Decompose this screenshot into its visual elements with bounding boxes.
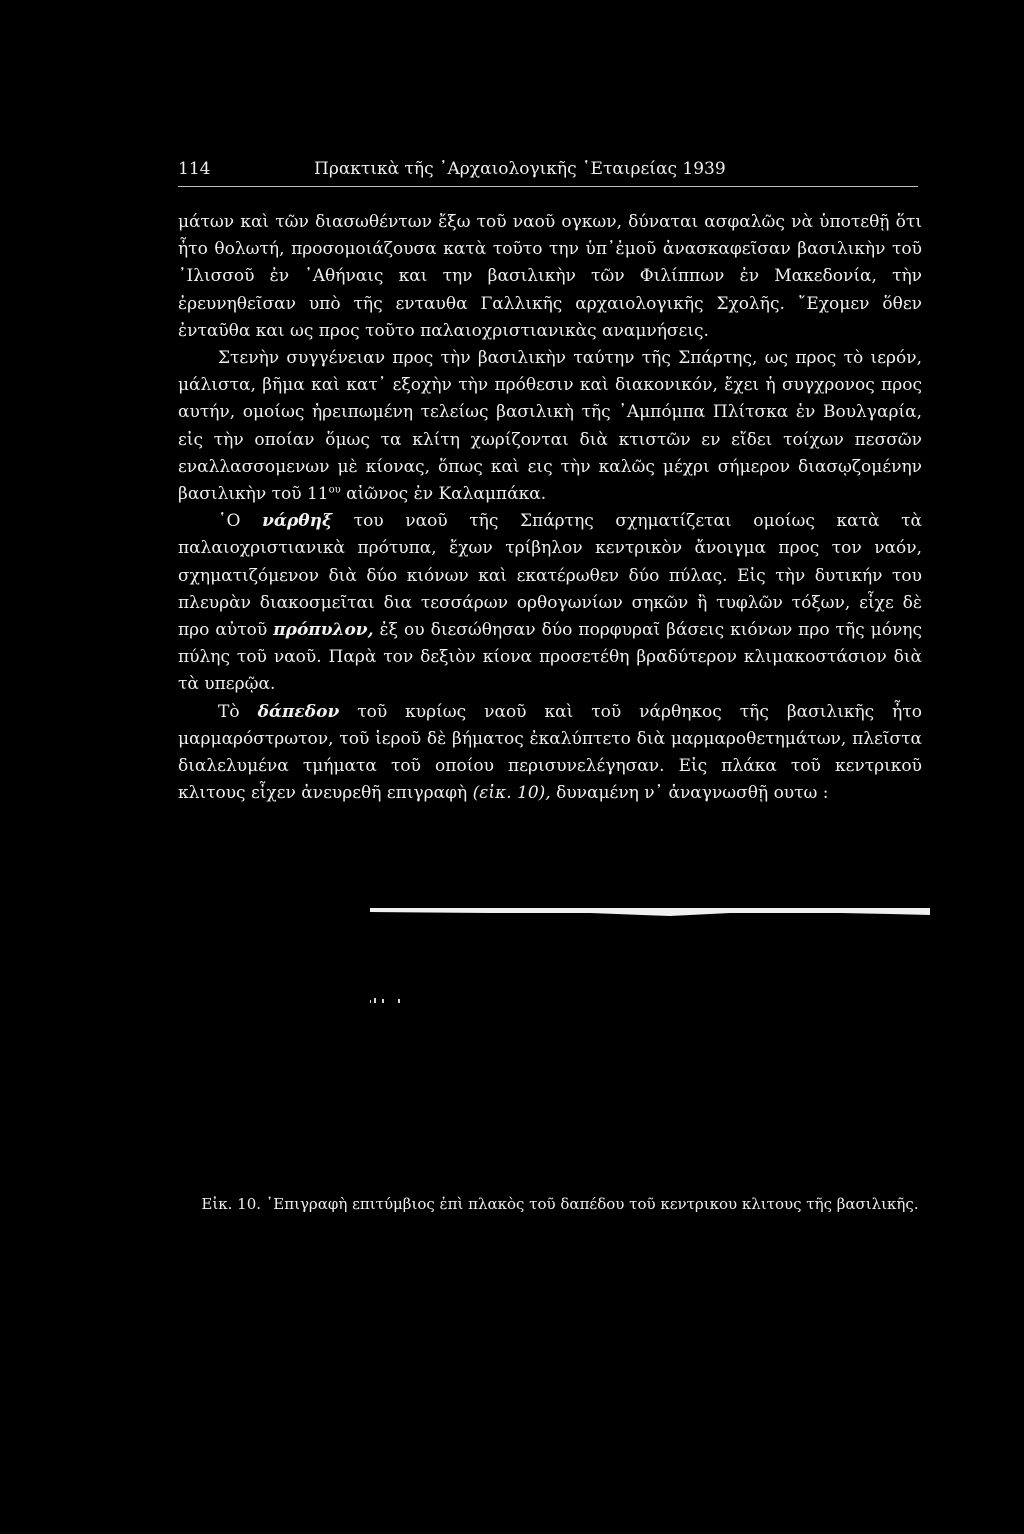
paragraph-3-middle: του ναοῦ τῆς Σπάρτης σχηματίζεται ομοίως κατὰ τὰ παλαιοχριστιανικὰ πρότυπα, ἔχων τρίβηλον κεντρικὸν ἄνοιγμα προς τον ναόν, σχηματιζόμενον διὰ δύο κιόνων καὶ εκατέρωθεν δύο πύλας. Εἰς τὴν δυτικήν του πλευρὰν διακοσμεῖται δια τεσσάρων ορθογωνίων σηκῶν ἢ τυφλῶν τόξων, εἶχε δὲ προ αὐτοῦ [178, 511, 923, 641]
paragraph-4-middle: τοῦ κυρίως ναοῦ καὶ τοῦ νάρθηκος τῆς βασιλικῆς ἦτο μαρμαρόστρωτον, τοῦ ἱεροῦ δὲ βήματος ἐκαλύπτετο διὰ μαρμαροθετημάτων, πλεῖστα διαλελυμένα τμήματα τοῦ οποίου περισυνελέγησαν. Εἰς πλάκα τοῦ κεντρικοῦ κλιτους εἶχεν ἀνευρεθῆ επιγραφὴ [178, 701, 923, 804]
century-superscript: ου [328, 484, 341, 496]
inscription-slab-edge [370, 908, 930, 916]
paragraph-3-start: ῾Ο [218, 511, 263, 532]
paragraph-3 [178, 508, 922, 698]
page-number: 114 [178, 159, 211, 179]
header-rule [178, 186, 918, 187]
page-header [178, 156, 918, 186]
paragraph-2-text: Στενὴν συγγένειαν προς τὴν βασιλικὴν ταύτην τῆς Σπάρτης, ως προς τὸ ιερόν, μάλιστα, βῆμα καὶ κατ᾽ εξοχὴν τὴν πρόθεσιν καὶ διακονικόν, ἔχει ἡ συγχρονος προς αυτήν, ομοίως ἠρειπωμένη τελείως βασιλικὴ τῆς ᾽Αμπόμπα Πλίτσκα ἐν Βουλγαρία, εἰς τὴν οποίαν ὅμως τα κλίτη χωρίζονται διὰ κτιστῶν εν εἴδει τοίχων πεσσῶν εναλλασσομενων μὲ κίονας, ὅπως καὶ εις τὴν καλῶς μέχρι σήμερον διασῳζομένην βασιλικὴν τοῦ 11 [178, 348, 922, 505]
term-narthex: νάρθηξ [262, 511, 333, 532]
body-text [178, 209, 922, 807]
inscription-fragment-marks [370, 998, 400, 1004]
term-propylon: πρόπυλον, [273, 620, 374, 641]
figure-caption: Εἰκ. 10. ᾽Επιγραφὴ επιτύμβιος ἐπὶ πλακὸς τοῦ δαπέδου τοῦ κεντρικου κλιτους τῆς βασιλικῆς. [201, 1195, 919, 1213]
paragraph-4 [178, 699, 922, 808]
paragraph-4-end: δυναμένη ν᾽ ἀναγνωσθῇ ουτω : [550, 783, 829, 804]
figure-reference: (εἰκ. 10), [472, 783, 551, 804]
paragraph-4-start: Τὸ [218, 701, 258, 722]
paragraph-1: μάτων καὶ τῶν διασωθέντων ἔξω τοῦ ναοῦ ογκων, δύναται ασφαλῶς νὰ ὑποτεθῇ ὅτι ἦτο θολωτή, προσομοιάζουσα κατὰ τοῦτο την ὑπ᾽ἐμοῦ ἀνασκαφεῖσαν βασιλικὴν τοῦ ᾽Ιλισσοῦ ἐν ᾽Αθήναις και την βασιλικὴν τῶν Φιλίππων ἐν Μακεδονία, τὴν ἐρευνηθεῖσαν υπὸ τῆς ενταυθα Γαλλικῆς αρχαιολογικῆς Σχολῆς. ῎Εχομεν ὅθεν ἐνταῦθα και ως προς τοῦτο παλαιοχριστιανικὰς αναμνήσεις. [178, 212, 922, 341]
paragraph-3-end: ἐξ ου διεσώθησαν δύο πορφυραῖ βάσεις κιόνων προ τῆς μόνης πύλης τοῦ ναοῦ. Παρὰ τον δεξιὸν κίονα προσετέθη βραδύτερον κλιμακοστάσιον διὰ τὰ υπερῷα. [178, 620, 922, 695]
term-floor: δάπεδον [257, 701, 340, 722]
running-title: Πρακτικὰ τῆς ᾽Αρχαιολογικῆς ῾Εταιρείας 1939 [314, 159, 726, 179]
paragraph-2-end: αἰῶνος ἐν Καλαμπάκα. [340, 484, 547, 505]
paragraph-2 [178, 345, 922, 508]
inscription-figure [370, 880, 930, 1050]
